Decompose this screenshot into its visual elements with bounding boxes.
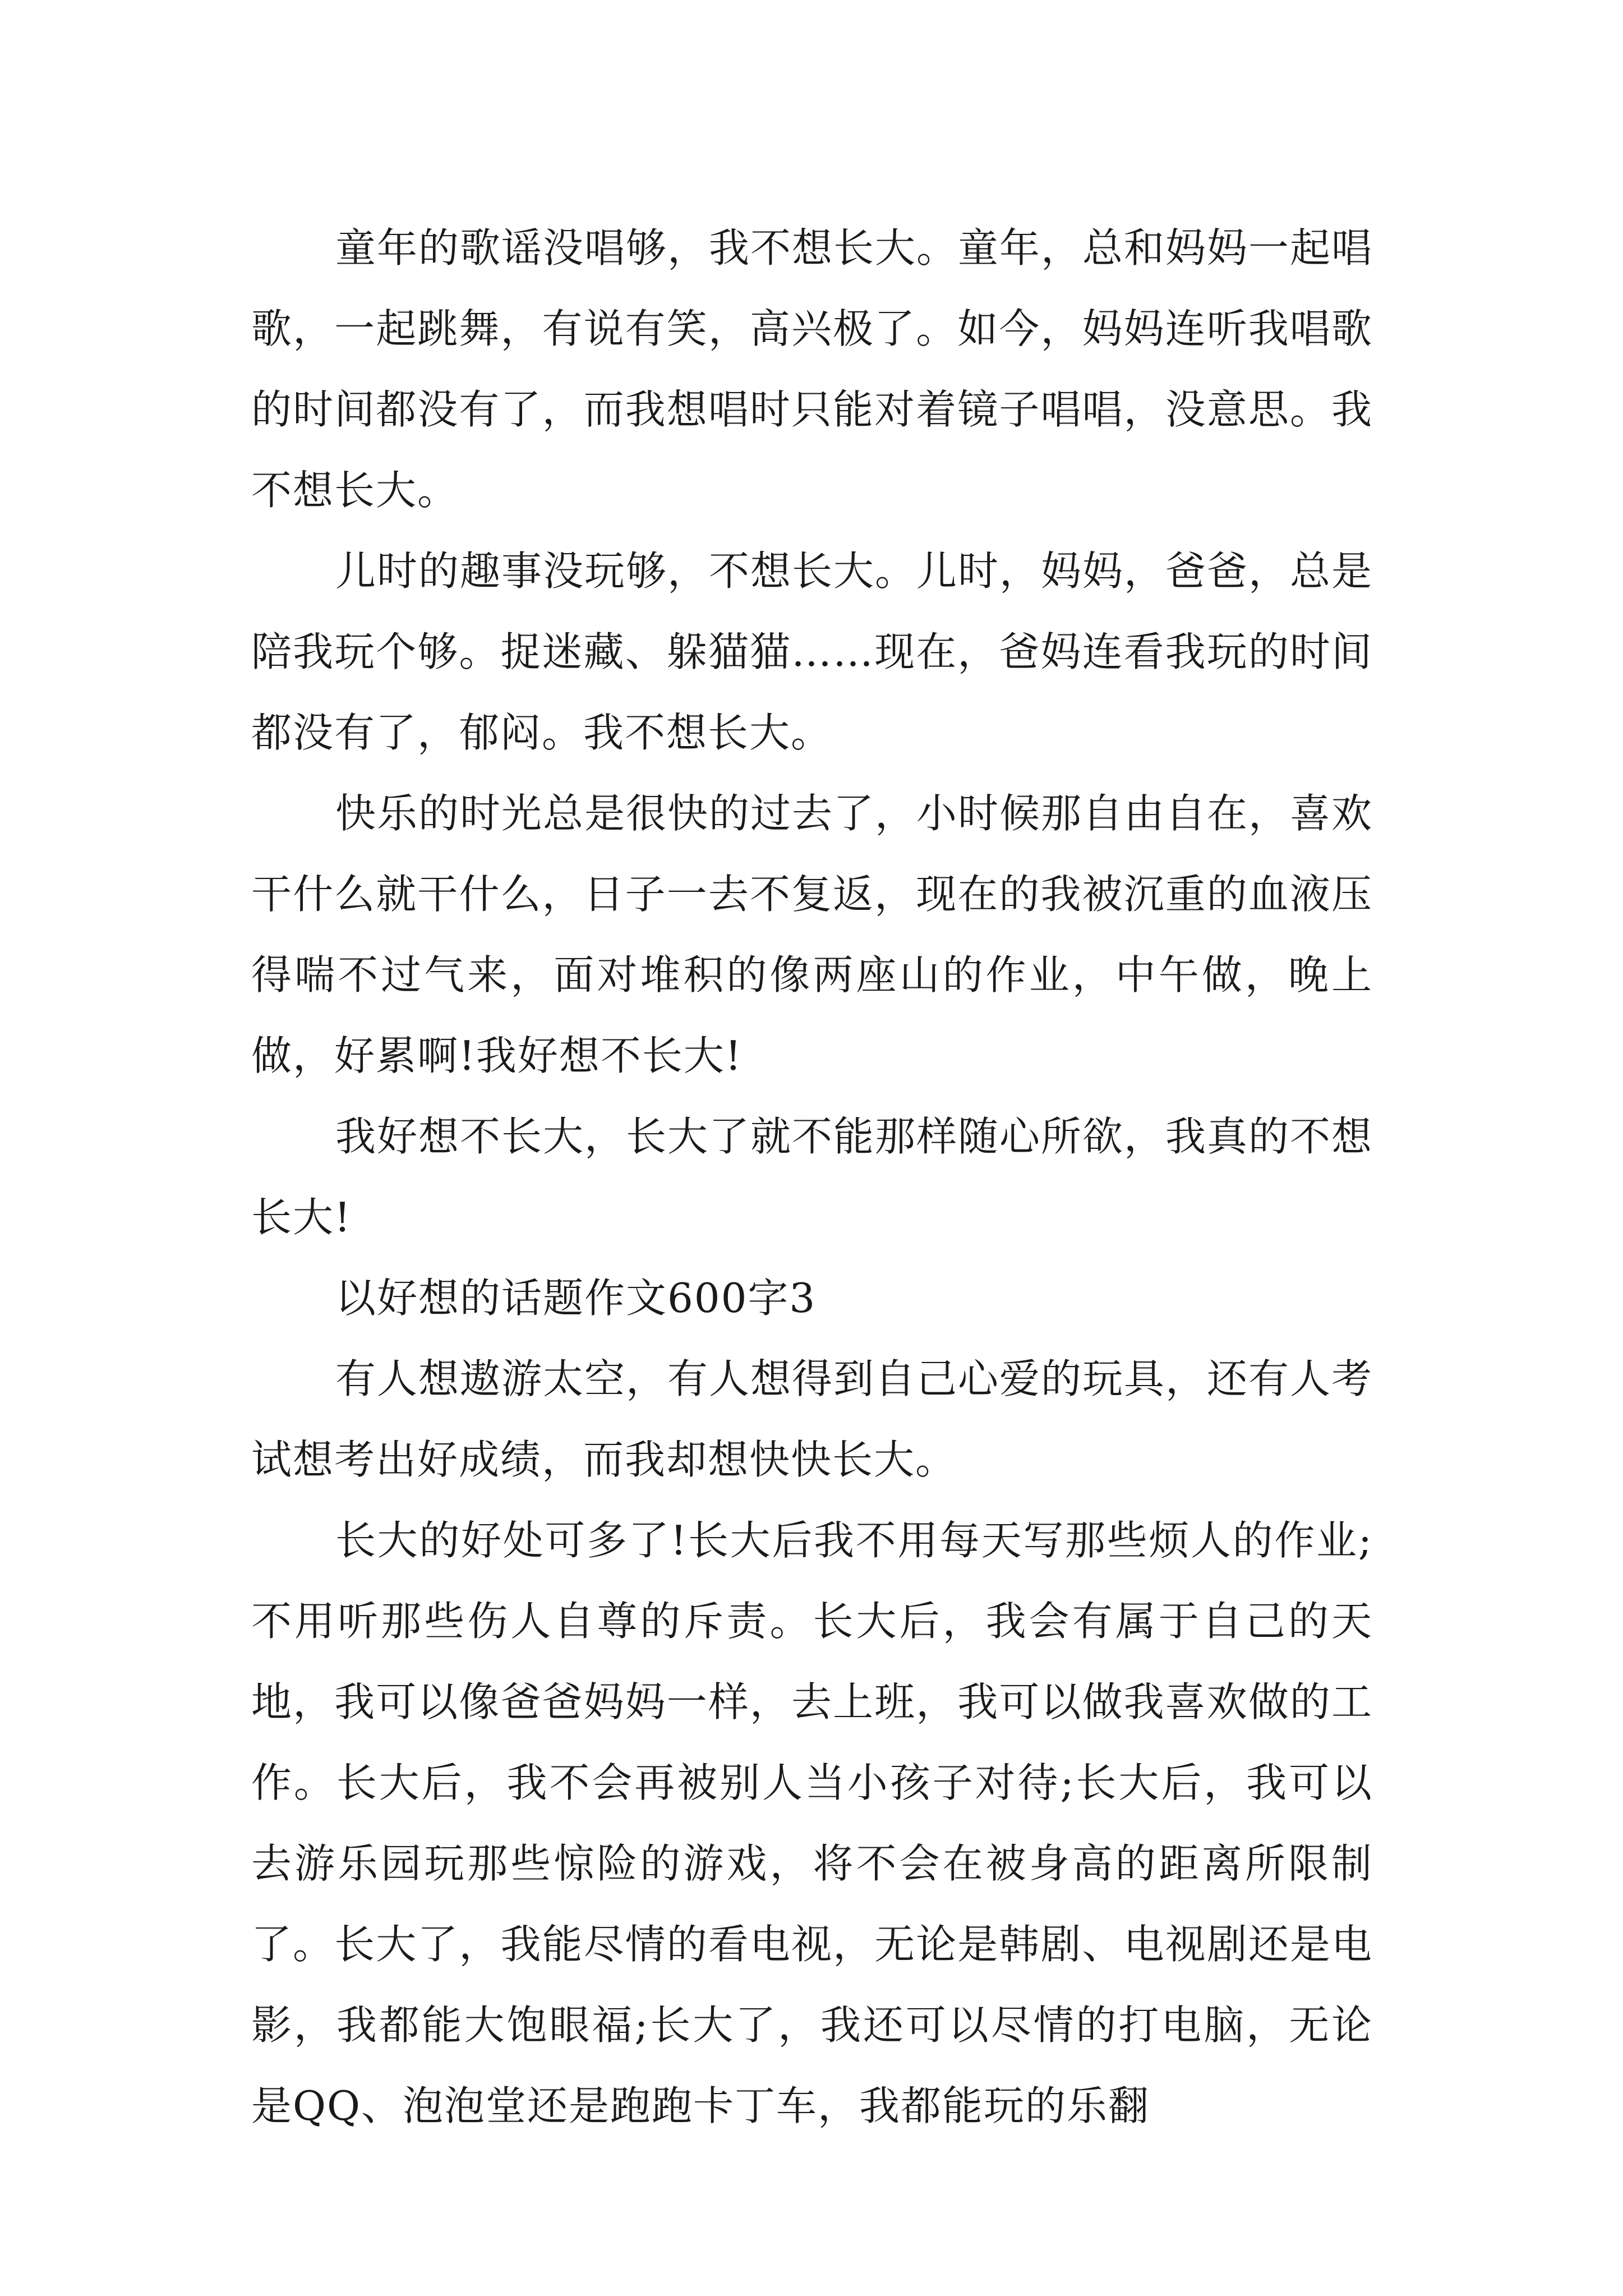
paragraph-5: 有人想遨游太空，有人想得到自己心爱的玩具，还有人考试想考出好成绩，而我却想快快长大。 (251, 1355, 1373, 1483)
essay-text (251, 208, 1373, 2146)
section-heading: 以好想的话题作文600字3 (335, 1274, 817, 1322)
paragraph-1: 童年的歌谣没唱够，我不想长大。童年，总和妈妈一起唱歌，一起跳舞，有说有笑，高兴极了。如今，妈妈连听我唱歌的时间都没有了，而我想唱时只能对着镜子唱唱，没意思。我不想长大。 (251, 224, 1373, 514)
paragraph-6: 长大的好处可多了!长大后我不用每天写那些烦人的作业;不用听那些伤人自尊的斥责。长大后，我会有属于自己的天地，我可以像爸爸妈妈一样，去上班，我可以做我喜欢做的工作。长大后，我不会再被别人当小孩子对待;长大后，我可以去游乐园玩那些惊险的游戏，将不会在被身高的距离所限制了。长大了，我能尽情的看电视，无论是韩剧、电视剧还是电影，我都能大饱眼福;长大了，我还可以尽情的打电脑，无论是QQ、泡泡堂还是跑跑卡丁车，我都能玩的乐翻 (251, 1517, 1373, 2129)
paragraph-4: 我好想不长大，长大了就不能那样随心所欲，我真的不想长大! (251, 1113, 1373, 1241)
paragraph-3: 快乐的时光总是很快的过去了，小时候那自由自在，喜欢干什么就干什么，日子一去不复返，现在的我被沉重的血液压得喘不过气来，面对堆积的像两座山的作业，中午做，晚上做，好累啊!我好想不长大! (251, 790, 1373, 1079)
paragraph-2: 儿时的趣事没玩够，不想长大。儿时，妈妈，爸爸，总是陪我玩个够。捉迷藏、躲猫猫……现在，爸妈连看我玩的时间都没有了，郁闷。我不想长大。 (251, 547, 1373, 756)
